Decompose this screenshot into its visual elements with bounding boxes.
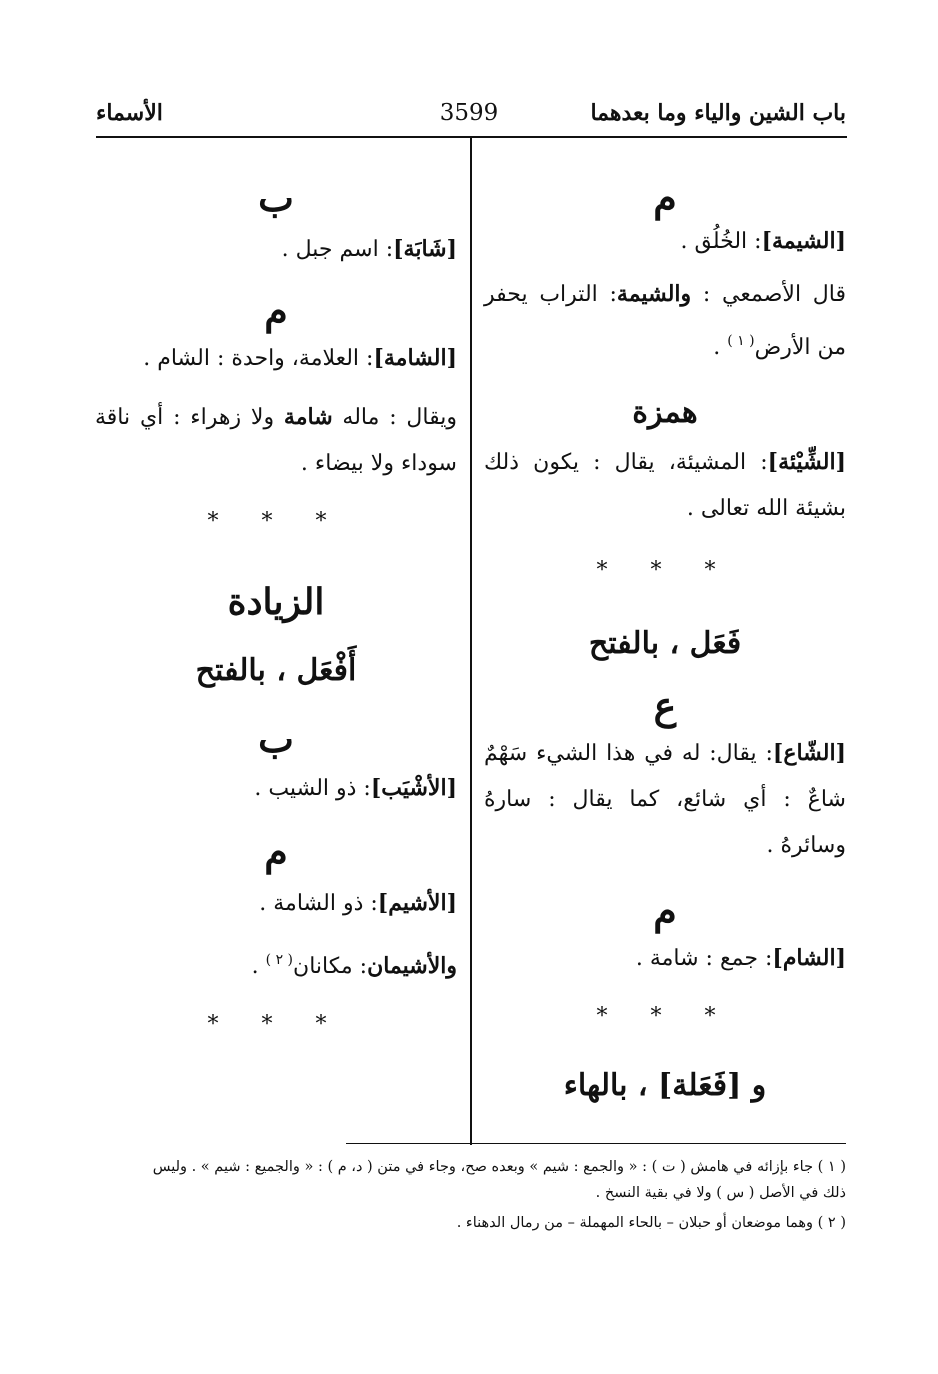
root-letter-heading: م (264, 829, 288, 874)
root-letter-heading: ب (258, 175, 294, 220)
root-letter-heading: ب (258, 716, 294, 761)
definition: : المشيئة، يقال : يكون ذلك بشيئة الله تعالى . (484, 450, 846, 521)
footnote-marker: ( ١ ) (727, 333, 755, 349)
footnote-rule (346, 1143, 846, 1144)
dictionary-entry (95, 765, 457, 812)
definition: : مكانان (293, 954, 368, 979)
dictionary-entry: والأشيمان: مكانان$^{( ٢ )}$ . (251, 952, 457, 979)
dictionary-entry (484, 439, 846, 532)
root-letter-heading: م (653, 175, 677, 220)
dictionary-entry (95, 880, 457, 927)
headword: [الشّاع] (772, 740, 846, 766)
dictionary-entry (95, 335, 457, 382)
root-letter-heading: م (653, 888, 677, 933)
definition: : ذو الشيب . (254, 776, 371, 801)
headword: والأشيمان (367, 953, 457, 979)
definition: : التراب يحفر من الأرض (484, 282, 846, 360)
dictionary-entry (484, 218, 846, 265)
headword: [الشامة] (373, 345, 457, 371)
pattern-heading: فَعَل ، بالفتح (588, 626, 742, 661)
headword: [شَابَة] (393, 236, 457, 262)
running-title: باب الشين والياء وما بعدهما (590, 100, 846, 126)
pattern-heading: أَفْعَل ، بالفتح (195, 653, 357, 688)
definition: : ذو الشامة . (259, 891, 378, 916)
pattern-heading: و [فَعَلة] ، بالهاء (563, 1068, 767, 1103)
section-separator: * * * (596, 558, 734, 583)
dictionary-entry: قال الأصمعي : والشيمة: التراب يحفر من الأرض$^{( ١ )}$ . (484, 281, 847, 360)
definition: ولا زهراء : أي ناقة سوداء ولا بيضاء . (95, 405, 457, 476)
definition: : العلامة، واحدة : الشام . (143, 346, 374, 371)
footnote-1-line-1: ( ١ ) جاء بإزائه في هامش ( ت ) : « والجمع : شيم » وبعده صح، وجاء في متن ( د، م ) : « والجميع : شيم » . وليس (152, 1159, 846, 1175)
definition: : الخُلُق . (680, 229, 762, 254)
footnote-1-line-2: ذلك في الأصل ( س ) ولا في بقية النسخ . (595, 1185, 846, 1201)
dictionary-entry (484, 935, 846, 982)
left-column (95, 175, 457, 1040)
page-number: 3599 (439, 100, 499, 126)
definition: : يقال: له في هذا الشيء سَهْمٌ شاعٌ : أي شائع، كما يقال : سارهُ وسائرهُ . (484, 741, 846, 858)
headword: [الأشْيَب] (370, 775, 457, 801)
dictionary-entry: ويقال : ماله شامة ولا زهراء : أي ناقة سوداء ولا بيضاء . (95, 404, 457, 476)
root-letter-heading: م (264, 288, 288, 333)
section-heading-ziyada: الزيادة (227, 581, 325, 623)
headword: [الشام] (772, 945, 846, 971)
headword: [الأشيم] (377, 890, 457, 916)
definition: : جمع : شامة . (635, 946, 773, 971)
headword: والشيمة (616, 281, 692, 307)
right-column (484, 175, 847, 1106)
headword: [الشيمة] (761, 228, 846, 254)
dictionary-entry (95, 226, 457, 273)
dictionary-entry (484, 730, 846, 869)
section-separator: * * * (207, 509, 345, 534)
definition: : اسم جبل . (281, 237, 394, 262)
root-letter-heading: ع (653, 683, 677, 728)
section-title: الأسماء (96, 100, 163, 126)
footnote-2: ( ٢ ) وهما موضعان أو حبلان – بالحاء المهملة – من رمال الدهناء . (456, 1215, 846, 1231)
section-separator: * * * (596, 1004, 734, 1029)
section-heading-hamza: همزة (632, 395, 698, 430)
headword: شامة (283, 404, 333, 430)
header-rule (96, 136, 847, 138)
section-separator: * * * (207, 1012, 345, 1037)
headword: [الشِّيْئة] (767, 449, 846, 475)
footnote-marker: ( ٢ ) (265, 952, 294, 968)
column-divider (470, 137, 472, 1145)
